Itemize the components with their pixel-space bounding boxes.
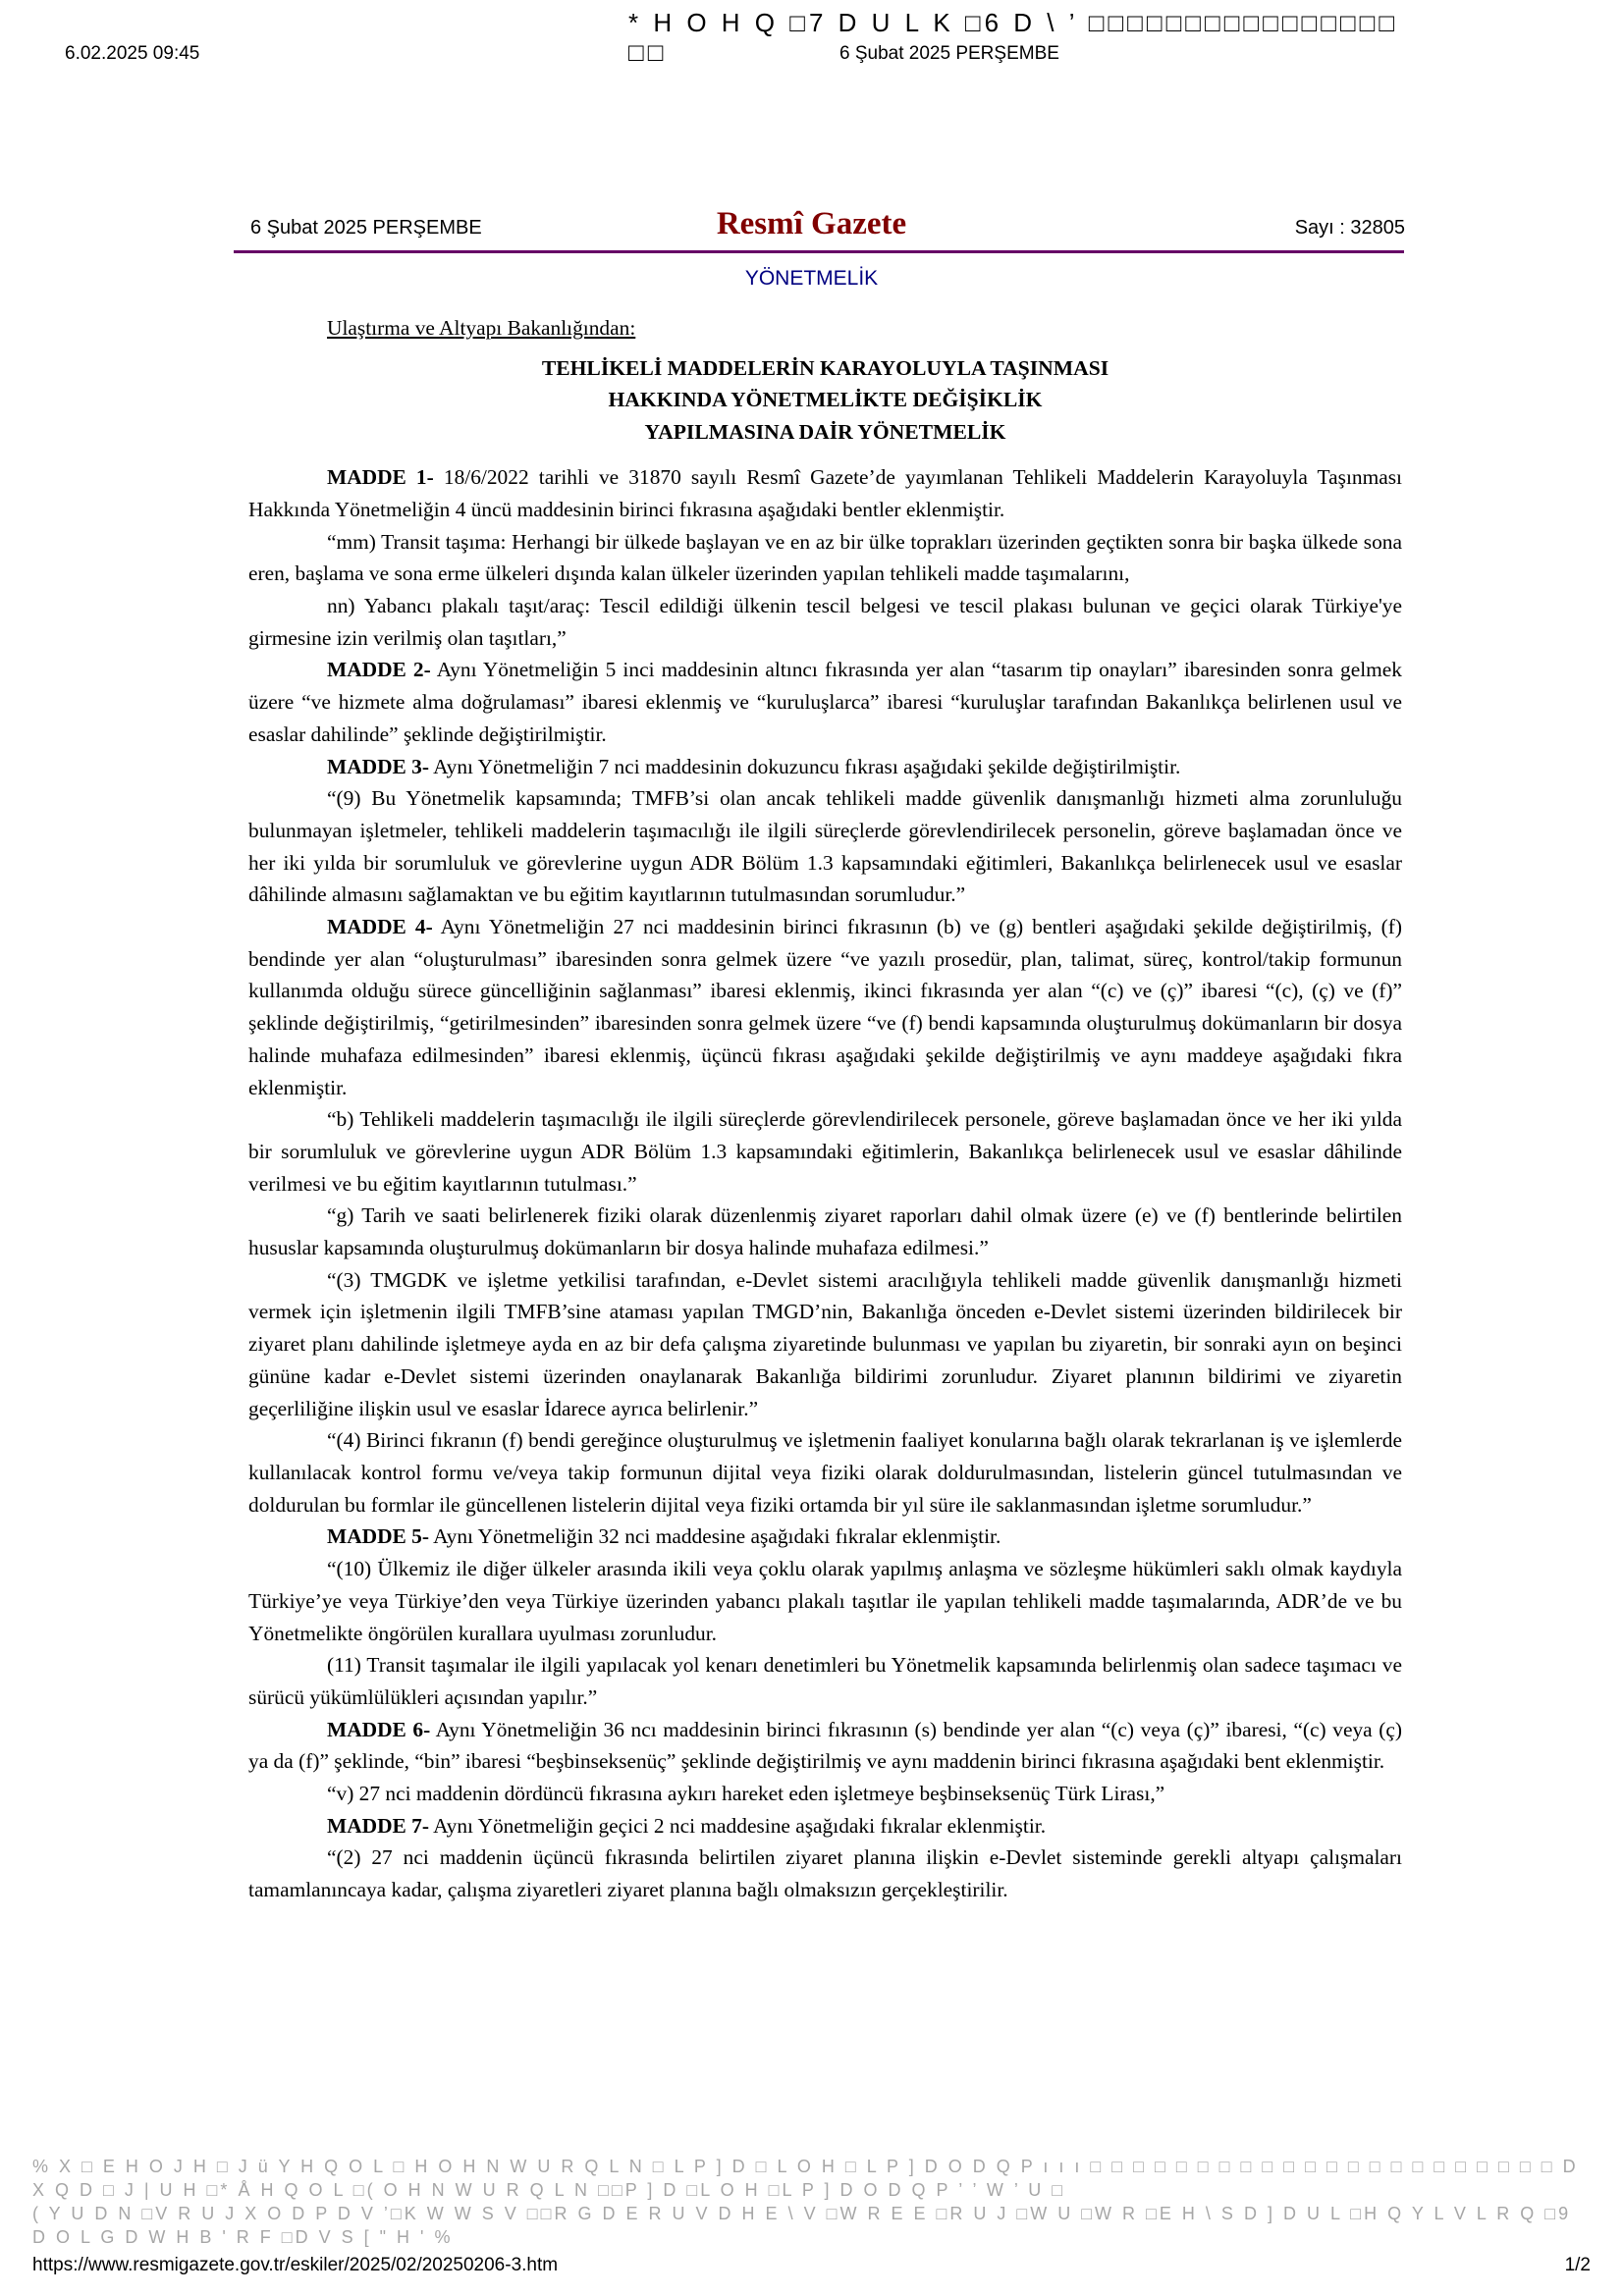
paragraph-text: “(4) Birinci fıkranın (f) bendi gereğince oluşturulmuş ve işletmenin faaliyet konularına bağlı olarak tekrarlanan iş ve işlemlerde kullanılacak kontrol formu ve/veya takip formunun dijital veya fiziki olarak doldurulmasından, listelerin güncel tutulmasından ve doldurulan bu formlar ile güncellenen listelerin dijital veya fiziki ortamda bir yıl süre ile saklanmasından işletme sorumludur.” [248,1428,1402,1517]
article-label: MADDE 3- [327,754,429,778]
article-paragraph [248,1810,1402,1842]
paragraph-text: nn) Yabancı plakalı taşıt/araç: Tescil edildiği ülkenin tescil belgesi ve tescil plakası bulunan ve geçici olarak Türkiye'ye girmesine izin verilmiş olan taşıtları,” [248,594,1402,650]
issuing-ministry: Ulaştırma ve Altyapı Bakanlığından: [327,316,636,340]
article-paragraph [248,751,1402,783]
signature-overlay-text: % X □ E H O J H □ J ü Y H Q O L □ H O H N W U R Q L N □ L P ] D □ L O H □ L P ] D O D Q P ı ı ı □ □ □ □ □ □ □ □ □ □ □ □ □ □ □ □ □ □ □ □ □ □ D X Q D □ J | U H □* Å H Q O L □( O H N W U R Q L N □□P ] D □L O H □L P ] D O D Q P ’ ’ W ’ U □ [32,2157,1579,2200]
clause-paragraph [248,1103,1402,1200]
article-paragraph [248,1521,1402,1553]
footer-row [32,2255,1591,2276]
article-label: MADDE 2- [327,658,431,682]
paragraph-text: Aynı Yönetmeliğin 7 nci maddesinin dokuzuncu fıkrası aşağıdaki şekilde değiştirilmiştir. [428,754,1181,778]
paragraph-text: (11) Transit taşımalar ile ilgili yapılacak yol kenarı denetimleri bu Yönetmelik kapsamında belirlenmiş olan sadece taşımacı ve sürücü yükümlülükleri açısından yapılır.” [248,1653,1402,1709]
clause-paragraph [248,1424,1402,1521]
document-title-line: HAKKINDA YÖNETMELİKTE DEĞİŞİKLİK [608,388,1043,412]
article-label: MADDE 5- [327,1524,429,1549]
document-title-line: YAPILMASINA DAİR YÖNETMELİK [644,419,1006,444]
paragraph-text: “v) 27 nci maddenin dördüncü fıkrasına aykırı hareket eden işletmeye beşbinseksenüç Türk Lirası,” [327,1782,1165,1806]
paragraph-text: 18/6/2022 tarihli ve 31870 sayılı Resmî Gazete’de yayımlanan Tehlikeli Maddelerin Karayoluyla Taşınması Hakkında Yönetmeliğin 4 üncü maddesinin birinci fıkrasına aşağıdaki bentler eklenmiştir. [248,465,1402,521]
paragraph-text: “mm) Transit taşıma: Herhangi bir ülkede başlayan ve en az bir ülke toprakları üzerinden geçtikten sonra bir başka ülkede sona eren, başlama ve sona erme ülkeleri dışında kalan ülkeler üzerinden yapılan tehlikeli madde taşımalarını, [248,529,1402,586]
article-paragraph [248,911,1402,1103]
masthead-divider [234,250,1404,253]
paragraph-text: Aynı Yönetmeliğin 27 nci maddesinin birinci fıkrasının (b) ve (g) bentleri aşağıdaki şekilde değiştirilmiş, (f) bendinde yer alan “oluşturulması” ibaresinden sonra gelmek üzere “ve yazılı prosedür, plan, talimat, süreç, kontrol/takip formunun kullanımda olduğu sürece güncelliğinin sağlanması” ibaresi eklenmiş, ikinci fıkrasında yer alan “(c) ve (ç)” ibaresi “(c), (ç) ve (f)” şeklinde değiştirilmiş, “getirilmesinden” ibaresinden sonra gelmek üzere “ve (f) bendi kapsamında oluşturulmuş dokümanların bir dosya halinde muhafaza edilmesinden” ibaresi eklenmiş, üçüncü fıkrası aşağıdaki şekilde değiştirilmiş ve aynı maddeye aşağıdaki fıkra eklenmiştir. [248,915,1402,1099]
clause-paragraph [248,1553,1402,1649]
document-body [248,312,1402,1906]
article-paragraph [248,1714,1402,1778]
article-list [248,461,1402,1906]
clause-paragraph [248,526,1402,590]
masthead-issue-number: Sayı : 32805 [1294,217,1405,239]
article-label: MADDE 4- [327,915,433,939]
paragraph-text: “(10) Ülkemiz ile diğer ülkeler arasında ikili veya çoklu olarak yapılmış anlaşma ve sözleşme hükümleri saklı olmak kaydıyla Türkiye’ye veya Türkiye’den veya Türkiye üzerinden yabancı plakalı taşıtlar ile yapılan tehlikeli madde taşımalarında, ADR’de ve bu Yönetmelikte öngörülen kurallara uyulması zorunludur. [248,1557,1402,1645]
clause-paragraph [248,1200,1402,1263]
clause-paragraph [248,782,1402,911]
document-title [248,352,1402,449]
paragraph-text: “(2) 27 nci maddenin üçüncü fıkrasında belirtilen ziyaret planına ilişkin e-Devlet sisteminde gerekli altyapı çalışmaları tamamlanıncaya kadar, çalışma ziyaretleri ziyaret planına bağlı olmaksızın gerçekleştirilir. [248,1845,1402,1902]
masthead-date: 6 Şubat 2025 PERŞEMBE [250,217,482,239]
article-paragraph [248,461,1402,525]
paragraph-text: “b) Tehlikeli maddelerin taşımacılığı ile ilgili süreçlerde görevlendirilecek personele, göreve başlamadan önce ve her iki yılda bir sorumluluk ve görevlerine uygun ADR Bölüm 1.3 kapsamındaki eğitimlerin, Bakanlıkça belirlenecek usul ve esaslar dâhilinde verilmesi ve bu eğitim kayıtlarının tutulması.” [248,1107,1402,1196]
clause-paragraph [248,1778,1402,1810]
clause-paragraph [248,1264,1402,1425]
source-url-link[interactable]: https://www.resmigazete.gov.tr/eskiler/2025/02/20250206-3.htm [32,2255,559,2275]
document-title-line: TEHLİKELİ MADDELERİN KARAYOLUYLA TAŞINMASI [541,355,1109,380]
print-datetime: 6.02.2025 09:45 [65,43,200,64]
paragraph-text: Aynı Yönetmeliğin 32 nci maddesine aşağıdaki fıkralar eklenmiştir. [428,1524,1001,1549]
masthead-title: Resmî Gazete [716,206,907,241]
paragraph-text: Aynı Yönetmeliğin geçici 2 nci maddesine aşağıdaki fıkralar eklenmiştir. [428,1813,1047,1838]
article-paragraph [248,654,1402,750]
section-title: YÖNETMELİK [744,267,879,290]
article-label: MADDE 6- [327,1717,431,1741]
clause-paragraph [248,1842,1402,1905]
print-footer [32,2155,1591,2276]
paragraph-text: Aynı Yönetmeliğin 36 ncı maddesinin birinci fıkrasının (s) bendinde yer alan “(c) veya (ç)” ibaresi, “(c) veya (ç) ya da (f)” şeklinde, “bin” ibaresi “beşbinseksenüç” şeklinde değiştirilmiş ve aynı maddenin birinci fıkrasına aşağıdaki bent eklenmiştir. [248,1717,1402,1774]
article-label: MADDE 7- [327,1813,429,1838]
paragraph-text: Aynı Yönetmeliğin 5 inci maddesinin altıncı fıkrasında yer alan “tasarım tip onayları” ibaresinden sonra gelmek üzere “ve hizmete alma doğrulaması” ibaresi eklenmiş ve “kuruluşlarca” ibaresi “kuruluşlar tarafından Bakanlıkça belirlenen usul ve esaslar dahilinde” şeklinde değiştirilmiştir. [248,658,1402,746]
signature-overlay-text: ( Y U D N □V R U J X O D P D V ’□K W W S V □□R G D E R U V D H E \ V □W R E E □R U J □W U □W R □E H \ S D ] D U L □H Q Y L V L R Q □9 D O L G D W H B ' R F □D V S [ " H ' % [32,2204,1572,2247]
paragraph-text: “g) Tarih ve saati belirlenerek fiziki olarak düzenlenmiş ziyaret raporları dahil olmak üzere (e) ve (f) bentlerinde belirtilen hususlar kapsamında oluşturulmuş dokümanların bir dosya halinde muhafaza edilmesi.” [248,1203,1402,1260]
print-page-title: 6 Şubat 2025 PERŞEMBE [839,43,1059,64]
page-number: 1/2 [1564,2255,1591,2275]
paragraph-text: “(9) Bu Yönetmelik kapsamında; TMFB’si olan ancak tehlikeli madde güvenlik danışmanlığı hizmeti alma zorunluluğu bulunmayan işletmeler, tehlikeli maddelerin taşımacılığı ile ilgili süreçlerde görevlendirilecek personelin, göreve başlamadan önce ve her iki yılda bir sorumluluk ve görevlerine uygun ADR Bölüm 1.3 kapsamındaki eğitimleri, Bakanlıkça belirlenecek usul ve esaslar dâhilinde almasını sağlamaktan ve bu eğitim kayıtlarının tutulmasından sorumludur.” [248,786,1402,907]
article-label: MADDE 1- [327,465,434,490]
signature-overlay-text: * H O H Q □7 D U L K □6 D \ ’ □□□□□□□□□□□□□□□□□□ [628,8,1399,67]
clause-paragraph [248,590,1402,654]
clause-paragraph [248,1649,1402,1713]
paragraph-text: “(3) TMGDK ve işletme yetkilisi tarafından, e-Devlet sistemi aracılığıyla tehlikeli madde güvenlik danışmanlığı hizmeti vermek için işletmenin ilgili TMFB’sine ataması yapılan TMGD’nin, Bakanlığa önceden e-Devlet sistemi üzerinden bildirilecek bir ziyaret planı dahilinde işletmeye ayda en az bir defa çalışma ziyaretinde bulunması ve yapılan bu ziyaretin, bir sonraki ayın on beşinci gününe kadar e-Devlet sistemi üzerinden onaylanarak Bakanlığa bildirimi zorunludur. Ziyaret planının bildirimi ve ziyaretin geçerliliğine ilişkin usul ve esaslar İdarece ayrıca belirlenir.” [248,1267,1402,1420]
